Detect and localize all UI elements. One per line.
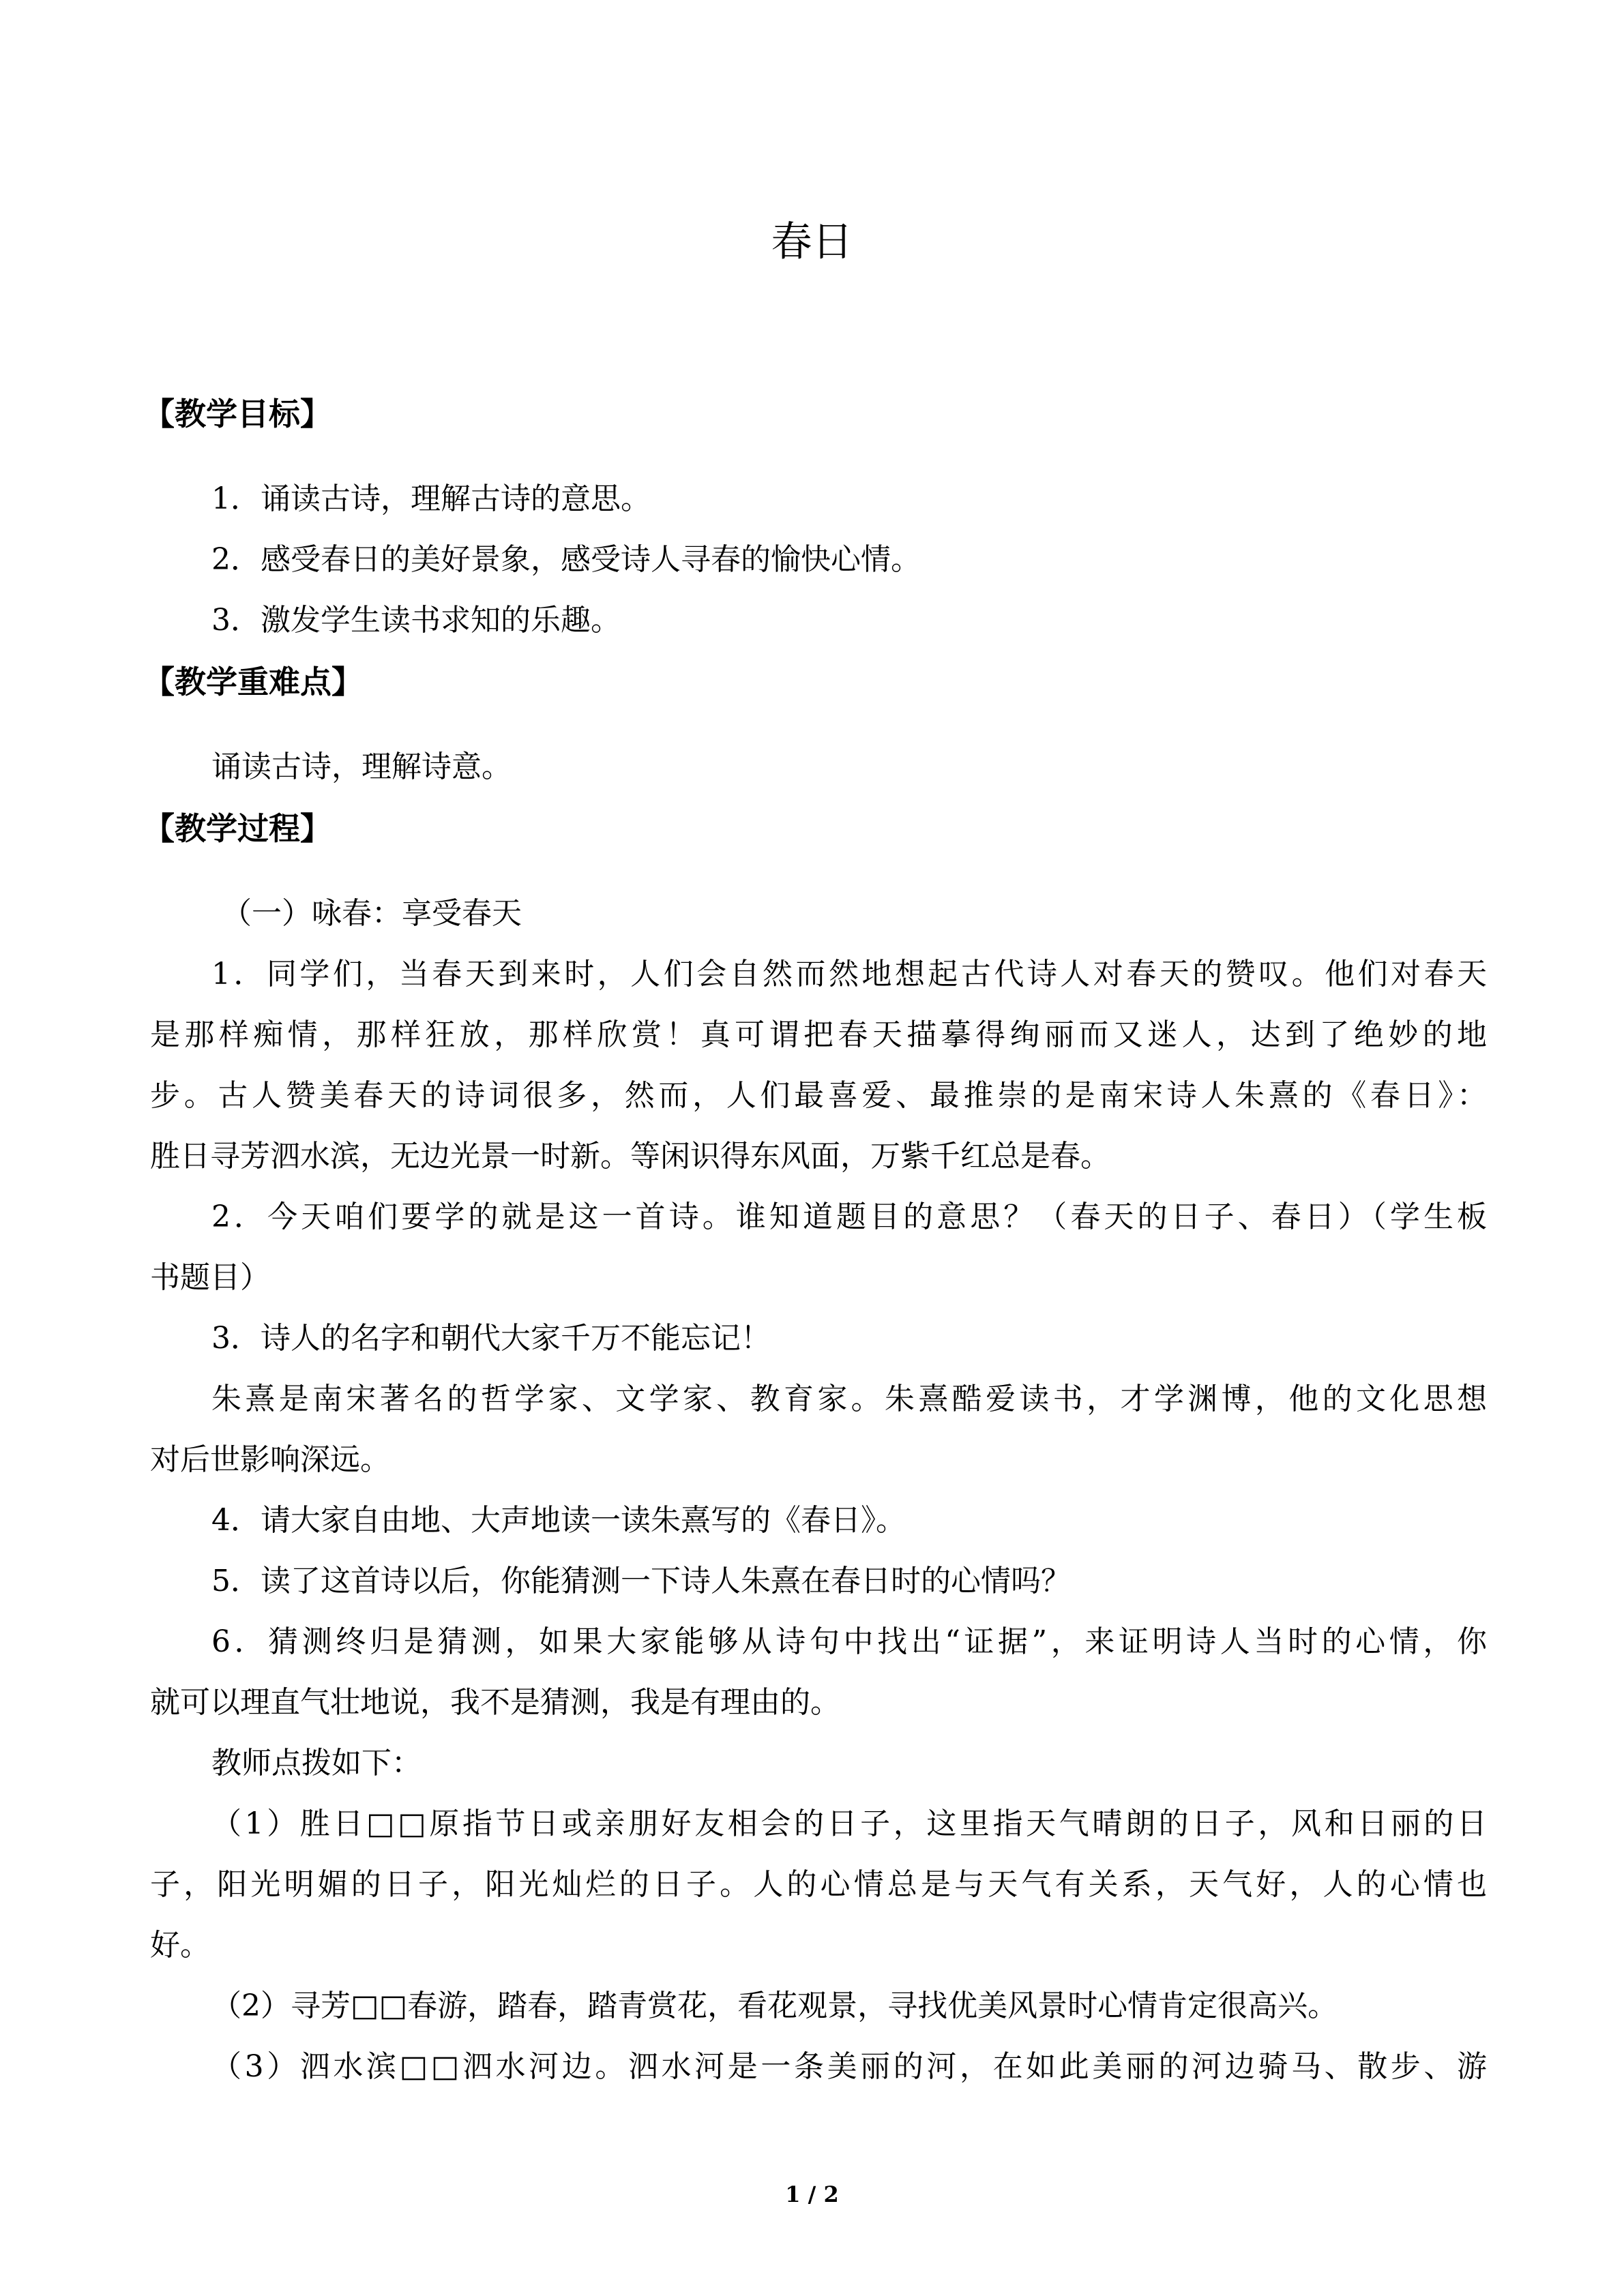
- paragraph-2-line-2: 书题目）: [150, 1260, 270, 1295]
- paragraph-1-line-4: 胜日寻芳泗水滨，无边光景一时新。等闲识得东风面，万紫千红总是春。: [150, 1139, 1110, 1174]
- note-1-line-2: 子，阳光明媚的日子，阳光灿烂的日子。人的心情总是与天气有关系，天气好，人的心情也: [150, 1867, 1487, 1902]
- page-number: 1 / 2: [785, 2181, 839, 2207]
- keypoints-heading: 【教学重难点】: [143, 664, 363, 700]
- teacher-guide: 教师点拨如下：: [211, 1746, 422, 1780]
- keypoints-text: 诵读古诗，理解诗意。: [211, 749, 512, 784]
- objectives-heading: 【教学目标】: [143, 396, 331, 432]
- process-part-1-title: （一）咏春：享受春天: [222, 896, 522, 931]
- paragraph-6-line-2: 就可以理直气壮地说，我不是猜测，我是有理由的。: [150, 1685, 840, 1720]
- paragraph-3b-line-2: 对后世影响深远。: [150, 1442, 390, 1477]
- paragraph-3: 3．诗人的名字和朝代大家千万不能忘记！: [211, 1321, 771, 1356]
- objective-item-1: 1．诵读古诗，理解古诗的意思。: [211, 481, 651, 516]
- objective-item-2: 2．感受春日的美好景象，感受诗人寻春的愉快心情。: [211, 542, 921, 577]
- paragraph-4: 4．请大家自由地、大声地读一读朱熹写的《春日》。: [211, 1503, 906, 1538]
- paragraph-6-line-1: 6．猜测终归是猜测，如果大家能够从诗句中找出“证据”，来证明诗人当时的心情，你: [211, 1624, 1487, 1659]
- paragraph-1-line-1: 1．同学们，当春天到来时，人们会自然而然地想起古代诗人对春天的赞叹。他们对春天: [211, 957, 1487, 992]
- paragraph-5: 5．读了这首诗以后，你能猜测一下诗人朱熹在春日时的心情吗？: [211, 1564, 1071, 1598]
- paragraph-1-line-3: 步。古人赞美春天的诗词很多，然而，人们最喜爱、最推崇的是南宋诗人朱熹的《春日》：: [150, 1078, 1487, 1113]
- note-1-line-3: 好。: [150, 1928, 210, 1963]
- objective-item-3: 3．激发学生读书求知的乐趣。: [211, 603, 621, 638]
- note-1-line-1: （1）胜日□□原指节日或亲朋好友相会的日子，这里指天气晴朗的日子，风和日丽的日: [211, 1806, 1487, 1841]
- page-title: 春日: [771, 218, 853, 266]
- paragraph-2-line-1: 2．今天咱们要学的就是这一首诗。谁知道题目的意思？（春天的日子、春日）（学生板: [211, 1199, 1487, 1234]
- note-3: （3）泗水滨□□泗水河边。泗水河是一条美丽的河，在如此美丽的河边骑马、散步、游: [211, 2049, 1487, 2084]
- process-heading: 【教学过程】: [143, 810, 331, 847]
- note-2: （2）寻芳□□春游，踏春，踏青赏花，看花观景，寻找优美风景时心情肯定很高兴。: [211, 1988, 1338, 2023]
- paragraph-1-line-2: 是那样痴情，那样狂放，那样欣赏！真可谓把春天描摹得绚丽而又迷人，达到了绝妙的地: [150, 1017, 1487, 1052]
- paragraph-3b-line-1: 朱熹是南宋著名的哲学家、文学家、教育家。朱熹酷爱读书，才学渊博，他的文化思想: [211, 1382, 1487, 1416]
